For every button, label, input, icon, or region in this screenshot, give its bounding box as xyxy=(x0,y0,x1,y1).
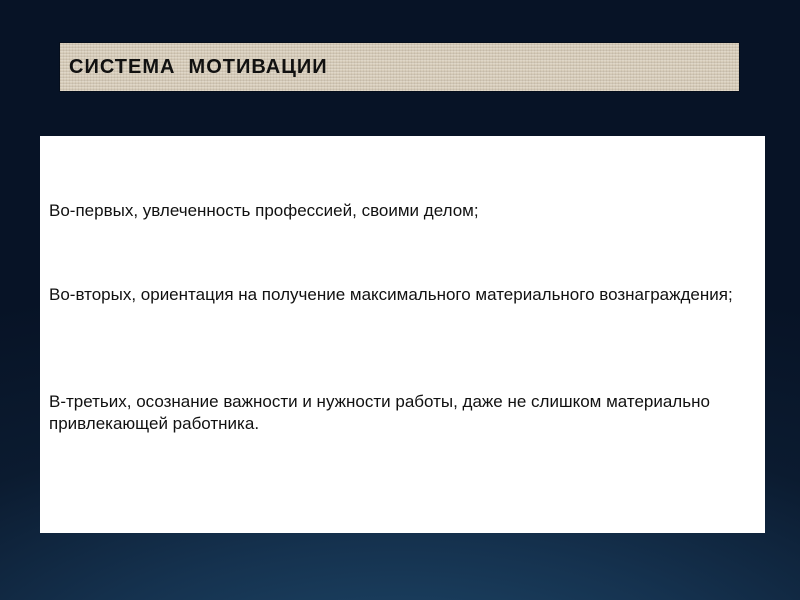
slide-title: СИСТЕМА МОТИВАЦИИ xyxy=(69,56,328,78)
paragraph-second: Во-вторых, ориентация на получение максимального материального вознаграждения; xyxy=(49,285,733,304)
paragraph-third: В-третьих, осознание важности и нужности работы, даже не слишком материально привлекающей работника. xyxy=(49,392,710,433)
content-box xyxy=(40,136,765,533)
paragraph-first: Во-первых, увлеченность профессией, своими делом; xyxy=(49,201,479,220)
title-banner xyxy=(60,43,739,91)
